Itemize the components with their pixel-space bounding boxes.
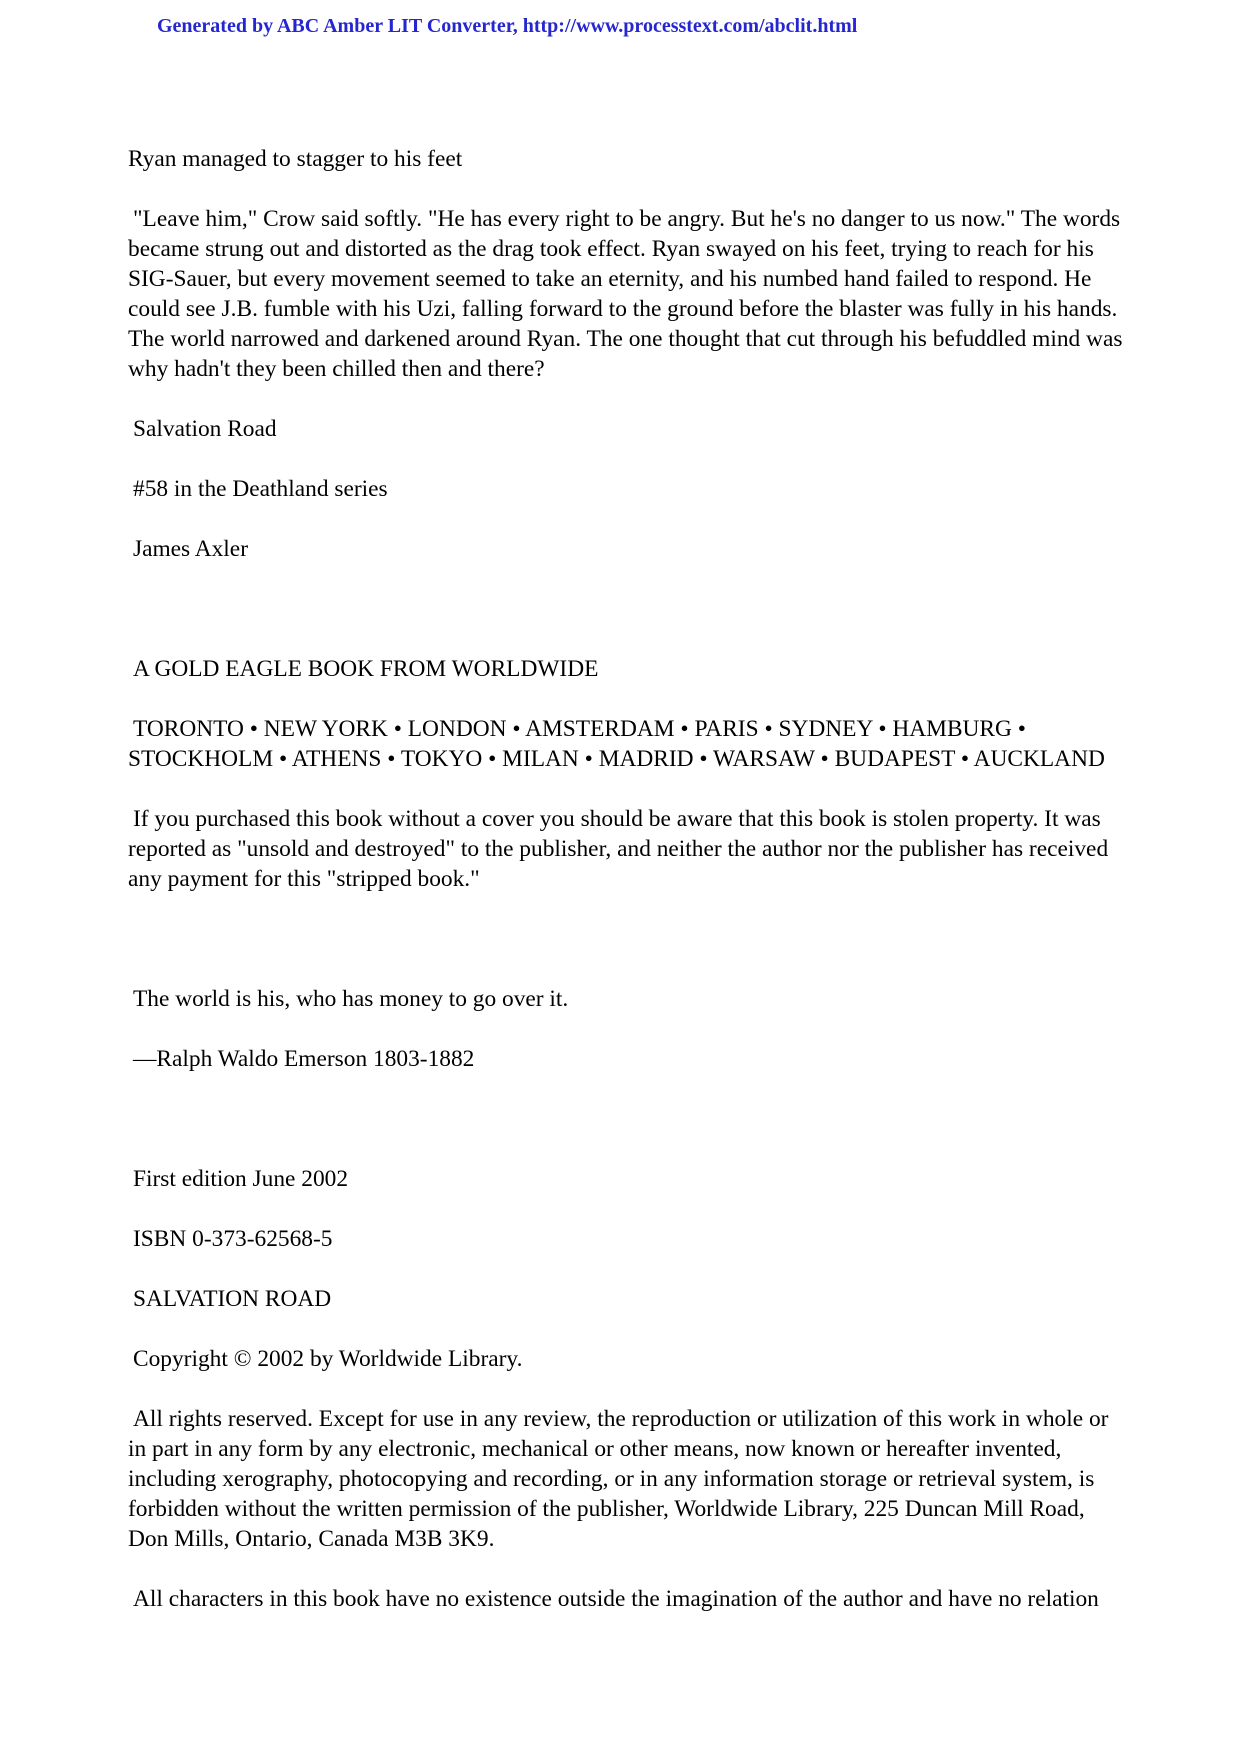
spacer (128, 1104, 1124, 1164)
fiction-disclaimer: All characters in this book have no existence outside the imagination of the author and have no relation (133, 1586, 1099, 1612)
stripped-book-notice: If you purchased this book without a cover you should be aware that this book is stolen property. It was reported as "unsold and destroyed" to the publisher, and neither the author nor the publisher has received any payment for this "stripped book." (128, 806, 1109, 892)
publisher-line: A GOLD EAGLE BOOK FROM WORLDWIDE (133, 656, 599, 682)
rights-reserved-paragraph: All rights reserved. Except for use in any review, the reproduction or utilization of this work in whole or in part in any form by any electronic, mechanical or other means, now known or hereafter invented, including xerography, photocopying and recording, or in any information storage or retrieval system, is forbidden without the written permission of the publisher, Worldwide Library, 225 Duncan Mill Road, Don Mills, Ontario, Canada M3B 3K9. (128, 1406, 1109, 1552)
spacer (128, 594, 1124, 654)
series-info: #58 in the Deathland series (133, 476, 388, 502)
paragraph-opening: Ryan managed to stagger to his feet (128, 146, 463, 172)
book-title: Salvation Road (133, 416, 277, 442)
converter-header: Generated by ABC Amber LIT Converter, http://www.processtext.com/abclit.html (157, 15, 858, 37)
epigraph-attribution: —Ralph Waldo Emerson 1803-1882 (133, 1046, 475, 1072)
epigraph-quote: The world is his, who has money to go over it. (133, 986, 569, 1012)
edition-info: First edition June 2002 (133, 1166, 349, 1192)
title-caps: SALVATION ROAD (133, 1286, 332, 1312)
isbn-info: ISBN 0-373-62568-5 (133, 1226, 333, 1252)
author-name: James Axler (133, 536, 248, 562)
document-body (128, 144, 1124, 1644)
spacer (128, 924, 1124, 984)
copyright-line: Copyright © 2002 by Worldwide Library. (133, 1346, 523, 1372)
publisher-cities: TORONTO • NEW YORK • LONDON • AMSTERDAM • PARIS • SYDNEY • HAMBURG • STOCKHOLM • ATHENS • TOKYO • MILAN • MADRID • WARSAW • BUDAPEST • AUCKLAND (128, 716, 1105, 772)
paragraph-story-excerpt: "Leave him," Crow said softly. "He has every right to be angry. But he's no danger to us now." The words became strung out and distorted as the drag took effect. Ryan swayed on his feet, trying to reach for his SIG-Sauer, but every movement seemed to take an eternity, and his numbed hand failed to respond. He could see J.B. fumble with his Uzi, falling forward to the ground before the blaster was fully in his hands. The world narrowed and darkened around Ryan. The one thought that cut through his befuddled mind was why hadn't they been chilled then and there? (128, 206, 1123, 382)
